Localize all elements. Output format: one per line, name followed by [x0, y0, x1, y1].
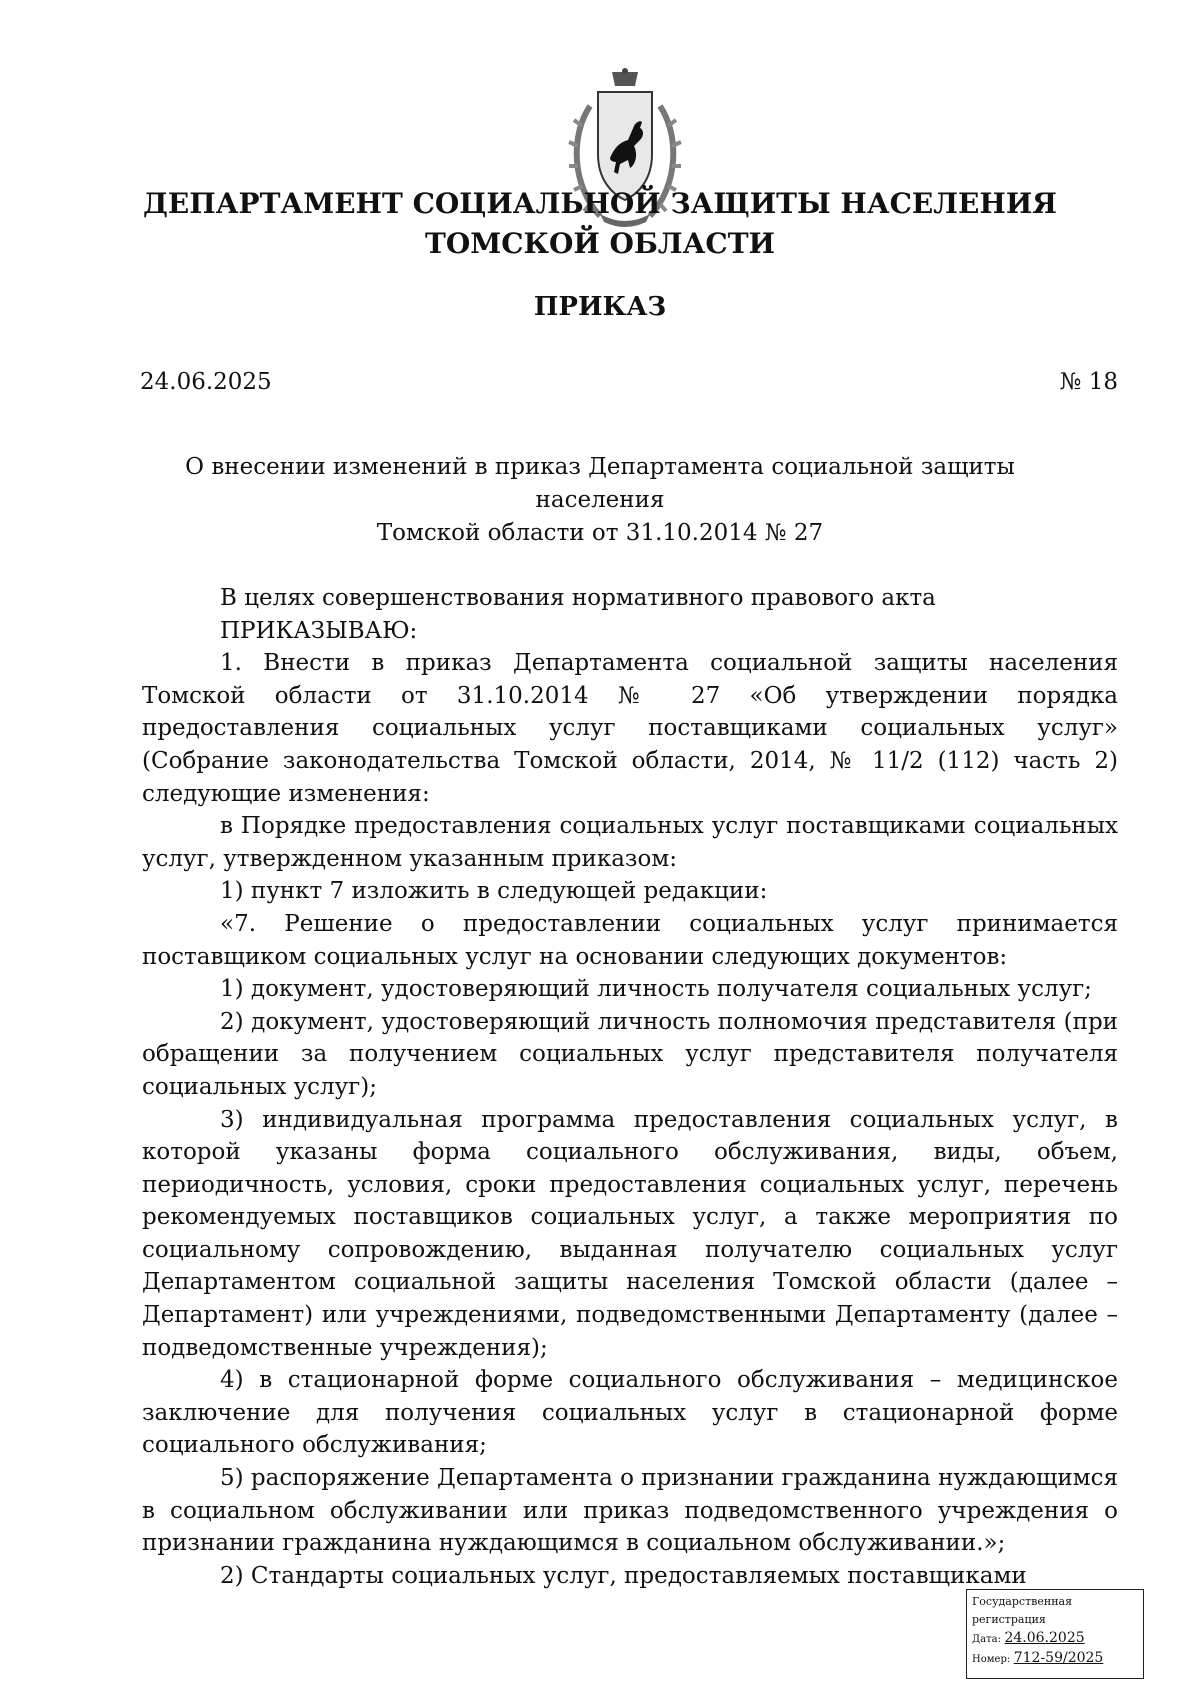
body-paragraph: 2) Стандарты социальных услуг, предоставляемых поставщиками	[220, 1562, 1027, 1589]
body-paragraph: 1) пункт 7 изложить в следующей редакции:	[220, 878, 768, 905]
order-body	[142, 582, 1118, 1592]
order-date: 24.06.2025	[140, 369, 272, 395]
order-number: № 18	[1059, 369, 1118, 395]
stamp-number-row	[972, 1649, 1138, 1669]
document-type: ПРИКАЗ	[533, 292, 667, 322]
body-paragraph: ПРИКАЗЫВАЮ:	[220, 617, 418, 644]
stamp-title: Государственная регистрация	[972, 1595, 1073, 1626]
body-paragraph: 4) в стационарной форме социального обслуживания – медицинское заключение для получения социальных услуг в стационарной форме социального обслуживания;	[142, 1367, 1118, 1459]
body-paragraph: 2) документ, удостоверяющий личность полномочия представителя (при обращении за получением социальных услуг представителя получателя социальных услуг);	[142, 1008, 1118, 1100]
stamp-date-label: Дата:	[972, 1634, 1001, 1645]
department-title-line1: ДЕПАРТАМЕНТ СОЦИАЛЬНОЙ ЗАЩИТЫ НАСЕЛЕНИЯ	[143, 187, 1057, 220]
department-title-line2: ТОМСКОЙ ОБЛАСТИ	[424, 227, 776, 260]
stamp-date-value: 24.06.2025	[1004, 1630, 1085, 1646]
body-paragraph: в Порядке предоставления социальных услуг поставщиками социальных услуг, утвержденном указанным приказом:	[142, 813, 1118, 872]
department-title	[100, 184, 1100, 264]
subject-line2: Томской области от 31.10.2014 № 27	[376, 520, 824, 546]
registration-stamp	[966, 1589, 1144, 1679]
stamp-date-row	[972, 1629, 1138, 1649]
subject-line1: О внесении изменений в приказ Департамента социальной защиты населения	[185, 454, 1015, 513]
body-paragraph: 1) документ, удостоверяющий личность получателя социальных услуг;	[220, 976, 1092, 1003]
body-paragraph: 1. Внести в приказ Департамента социальной защиты населения Томской области от 31.10.2014 № 27 «Об утверждении порядка предоставления социальных услуг поставщиками социальных услуг» (Собрание законодательства Томской области, 2014, № 11/2 (112) часть 2) следующие изменения:	[142, 650, 1118, 807]
body-paragraph: 3) индивидуальная программа предоставления социальных услуг, в которой указаны форма социального обслуживания, виды, объем, периодичность, условия, сроки предоставления социальных услуг, перечень рекомендуемых поставщиков социальных услуг, а также мероприятия по социальному сопровождению, выданная получателю социальных услуг Департаментом социальной защиты населения Томской области (далее – Департамент) или учреждениями, подведомственными Департаменту (далее – подведомственные учреждения);	[142, 1106, 1118, 1361]
body-paragraph: «7. Решение о предоставлении социальных услуг принимается поставщиком социальных услуг на основании следующих документов:	[142, 910, 1118, 970]
body-paragraph: В целях совершенствования нормативного правового акта	[220, 585, 936, 611]
stamp-number-value: 712-59/2025	[1013, 1650, 1104, 1666]
stamp-number-label: Номер:	[972, 1654, 1011, 1665]
order-subject	[120, 451, 1080, 550]
body-paragraph: 5) распоряжение Департамента о признании гражданина нуждающимся в социальном обслуживании или приказ подведомственного учреждения о признании гражданина нуждающимся в социальном обслуживании.»;	[142, 1465, 1118, 1557]
